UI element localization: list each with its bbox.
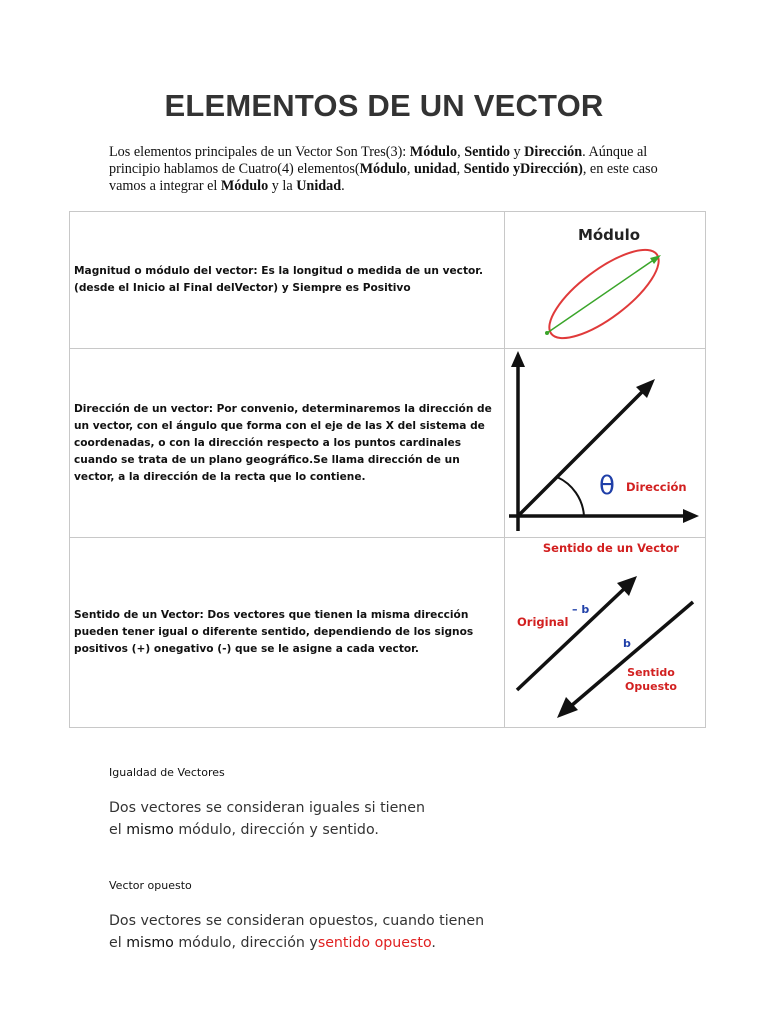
opuesto-paragraph: Dos vectores se consideran opuestos, cuando tienen el mismo módulo, dirección ysentido opuesto. xyxy=(109,913,485,951)
modulo-diagram xyxy=(505,212,705,348)
modulo-origin-point xyxy=(545,331,549,335)
y-axis-arrowhead xyxy=(511,351,525,367)
theta-symbol: θ xyxy=(599,471,615,501)
direccion-diagram xyxy=(505,349,705,537)
direccion-figure-label: Dirección xyxy=(626,480,687,494)
x-axis-arrowhead xyxy=(683,509,699,523)
original-label: Original xyxy=(517,615,569,629)
sentido-figure xyxy=(505,538,706,728)
b-label: b xyxy=(623,637,631,650)
table-row-direccion xyxy=(70,349,706,538)
neg-b-label: – b xyxy=(572,603,590,616)
sentido-diagram xyxy=(505,538,705,727)
modulo-figure xyxy=(505,212,706,349)
direccion-description: Dirección de un vector: Por convenio, determinaremos la dirección de un vector, con el ángulo que forma con el eje de las X del sistema de coordenadas, o con la dirección respecto a los puntos cardinales cuando se trata de un plano geográfico.Se llama dirección de un vector, a la dirección de la recta que lo contiene. xyxy=(70,349,505,538)
intro-paragraph: Los elementos principales de un Vector Son Tres(3): Módulo, Sentido y Dirección. Aúnque al principio hablamos de Cuatro(4) elementos(Módulo, unidad, Sentido yDirección), en este caso vamos a integrar el Módulo y la Unidad. xyxy=(109,144,658,194)
modulo-ellipse xyxy=(537,235,671,348)
angle-arc xyxy=(557,477,584,516)
igualdad-heading: Igualdad de Vectores xyxy=(109,766,225,779)
modulo-description: Magnitud o módulo del vector: Es la longitud o medida de un vector.(desde el Inicio al Final delVector) y Siempre es Positivo xyxy=(70,212,505,349)
vector-elements-table xyxy=(69,211,706,728)
sentido-description: Sentido de un Vector: Dos vectores que tienen la misma dirección pueden tener igual o diferente sentido, dependiendo de los signos positivos (+) onegativo (-) que se le asigne a cada vector. xyxy=(70,538,505,728)
sentido-figure-title: Sentido de un Vector xyxy=(542,541,680,555)
sentido-opuesto-label-line2: Opuesto xyxy=(625,680,677,693)
opposite-vector-arrowhead xyxy=(557,697,578,718)
table-row-modulo xyxy=(70,212,706,349)
direccion-vector xyxy=(518,389,645,516)
table-row-sentido xyxy=(70,538,706,728)
page-title: ELEMENTOS DE UN VECTOR xyxy=(164,88,604,123)
sentido-opuesto-label-line1: Sentido xyxy=(627,666,675,679)
igualdad-paragraph: Dos vectores se consideran iguales si tienen el mismo módulo, dirección y sentido. xyxy=(109,800,426,838)
modulo-figure-title: Módulo xyxy=(577,226,641,244)
direccion-figure xyxy=(505,349,706,538)
opuesto-heading: Vector opuesto xyxy=(109,879,192,892)
